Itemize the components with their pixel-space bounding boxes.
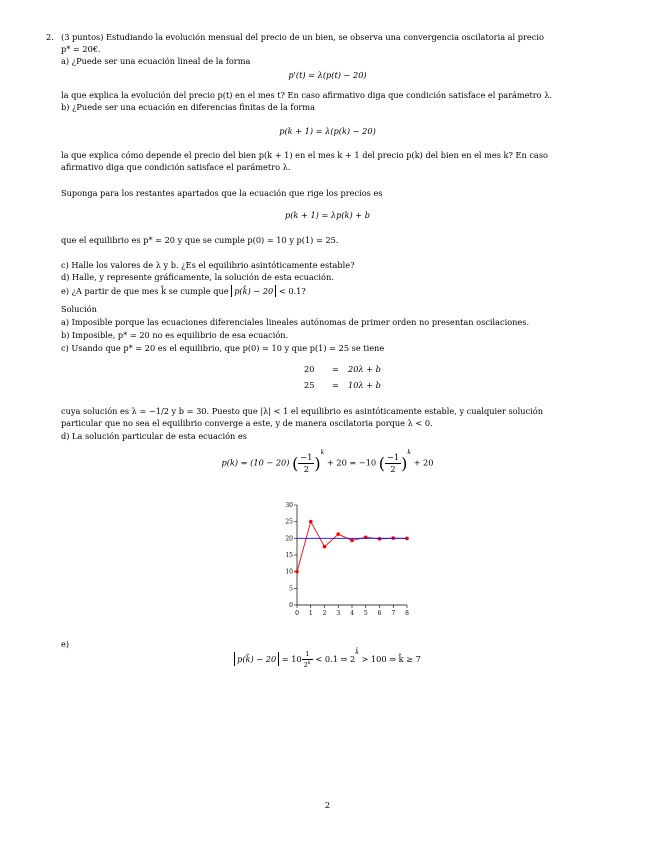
problem-intro-line-2: p* = 20€. bbox=[61, 44, 101, 54]
y-tick-label: 5 bbox=[289, 585, 293, 593]
data-point bbox=[378, 537, 382, 541]
equation-e-post2: > 100 ⇒ k̂ ≥ 7 bbox=[361, 653, 421, 664]
question-d: d) Halle, y represente gráficamente, la solución de esta ecuación. bbox=[61, 272, 334, 282]
equation-e-abs: p(k̂) − 20 bbox=[234, 652, 279, 666]
x-tick-label: 1 bbox=[308, 610, 313, 617]
y-tick-label: 10 bbox=[285, 568, 293, 576]
equation-e bbox=[0, 650, 655, 670]
solution-b: b) Imposible, p* = 20 no es equilibrio de esa ecuación. bbox=[61, 330, 289, 340]
equation-d bbox=[0, 448, 655, 475]
data-point bbox=[323, 545, 327, 549]
solution-d: d) La solución particular de esta ecuación es bbox=[61, 431, 247, 441]
question-c: c) Halle los valores de λ y b. ¿Es el equilibrio asintóticamente estable? bbox=[61, 260, 355, 270]
series-line-p bbox=[297, 522, 407, 572]
question-b-text-2: afirmativo diga que condición satisface el parámetro λ. bbox=[61, 162, 291, 172]
solution-chart bbox=[280, 498, 415, 624]
x-tick-label: 4 bbox=[350, 610, 354, 617]
paren-close-icon: ) bbox=[401, 453, 408, 473]
equation-d-right: + 20 bbox=[413, 457, 434, 468]
fraction-e-den-exp: k̂ bbox=[307, 659, 311, 666]
y-tick-label: 15 bbox=[285, 552, 293, 559]
system-2-left: 25 bbox=[304, 380, 315, 390]
equilibrium-text: que el equilibrio es p* = 20 y que se cumple p(0) = 10 y p(1) = 25. bbox=[61, 235, 339, 245]
x-tick-label: 6 bbox=[377, 610, 382, 617]
equation-a: p'(t) = λ(p(t) − 20) bbox=[288, 70, 367, 80]
equation-e-exp: k̂ bbox=[355, 649, 359, 657]
problem-number: 2. bbox=[46, 32, 54, 42]
exponent-2: k bbox=[407, 448, 411, 456]
problem-intro-line-1: (3 puntos) Estudiando la evolución mensual del precio de un bien, se observa una convergencia oscilatoria al precio bbox=[61, 32, 544, 42]
question-a-text: la que explica la evolución del precio p(t) en el mes t? En caso afirmativo diga que condición satisface el parámetro λ. bbox=[61, 90, 553, 100]
question-e-post: < 0.1? bbox=[278, 286, 306, 296]
fraction-e-num: 1 bbox=[302, 650, 313, 660]
solution-c-text-2: particular que no sea el equilibrio converge a este, y de manera oscilatoria porque λ < 0. bbox=[61, 418, 433, 428]
solution-e-label: e) bbox=[61, 639, 70, 649]
question-b-text-1: la que explica cómo depende el precio del bien p(k + 1) en el mes k + 1 del precio p(k) del bien en el mes k? En caso bbox=[61, 150, 548, 160]
fraction-1-num: −1 bbox=[298, 452, 314, 464]
equation-b: p(k + 1) = λ(p(k) − 20) bbox=[279, 126, 376, 136]
data-point bbox=[336, 532, 340, 536]
fraction-1-den: 2 bbox=[303, 464, 309, 475]
fraction-1 bbox=[298, 452, 314, 475]
equation-d-mid: + 20 = −10 bbox=[326, 457, 377, 468]
system-1-eq: = bbox=[332, 364, 339, 374]
system-2-eq: = bbox=[332, 380, 339, 390]
y-tick-label: 0 bbox=[289, 602, 293, 609]
paren-open-icon: ( bbox=[378, 453, 385, 473]
equation-e-post1: < 0.1 ⇒ 2 bbox=[315, 653, 356, 664]
y-tick-label: 25 bbox=[285, 518, 293, 526]
equation-e-pre: = 10 bbox=[281, 653, 302, 664]
x-tick-label: 8 bbox=[405, 610, 409, 617]
question-a-label: a) ¿Puede ser una ecuación lineal de la forma bbox=[61, 56, 251, 66]
solution-c: c) Usando que p* = 20 es el equilibrio, que p(0) = 10 y que p(1) = 25 se tiene bbox=[61, 343, 385, 353]
equation-system bbox=[290, 364, 410, 396]
data-point bbox=[295, 570, 299, 574]
system-row-2 bbox=[290, 380, 410, 396]
x-tick-label: 0 bbox=[295, 610, 299, 617]
x-tick-label: 5 bbox=[363, 610, 368, 617]
solution-heading: Solución bbox=[61, 304, 97, 314]
exponent-1: k bbox=[320, 448, 325, 456]
y-tick-label: 20 bbox=[285, 535, 293, 543]
fraction-2 bbox=[385, 452, 401, 475]
equation-d-left: p(k) = (10 − 20) bbox=[221, 457, 290, 468]
x-tick-label: 2 bbox=[322, 610, 327, 617]
x-tick-label: 3 bbox=[336, 610, 341, 617]
fraction-e-den-base: 2 bbox=[303, 660, 308, 669]
suppose-text: Suponga para los restantes apartados que la ecuación que rige los precios es bbox=[61, 188, 383, 198]
fraction-e bbox=[302, 650, 313, 670]
system-1-right: 20λ + b bbox=[348, 364, 381, 374]
equation-main: p(k + 1) = λp(k) + b bbox=[284, 210, 371, 220]
solution-a: a) Imposible porque las ecuaciones diferenciales lineales autónomas de primer orden no presentan oscilaciones. bbox=[61, 317, 530, 327]
data-point bbox=[309, 520, 313, 524]
x-tick-label: 7 bbox=[391, 610, 396, 617]
question-e bbox=[61, 286, 306, 297]
question-e-pre: e) ¿A partir de que mes k̂ se cumple que bbox=[61, 286, 229, 296]
solution-c-text-1: cuya solución es λ = −1/2 y b = 30. Puesto que |λ| < 1 el equilibrio es asintóticamente estable, y cualquier solución bbox=[61, 406, 543, 416]
data-point bbox=[350, 539, 354, 543]
y-tick-label: 30 bbox=[285, 502, 293, 509]
system-2-right: 10λ + b bbox=[348, 380, 381, 390]
question-b-label: b) ¿Puede ser una ecuación en diferencias finitas de la forma bbox=[61, 102, 315, 112]
system-row-1 bbox=[290, 364, 410, 380]
fraction-2-den: 2 bbox=[390, 464, 396, 475]
fraction-2-num: −1 bbox=[385, 452, 401, 464]
question-e-abs: p(k̂) − 20 bbox=[231, 285, 276, 297]
page-number: 2 bbox=[324, 800, 331, 810]
system-1-left: 20 bbox=[304, 364, 315, 374]
paren-close-icon: ) bbox=[314, 453, 321, 473]
paren-open-icon: ( bbox=[292, 453, 299, 473]
fraction-e-den bbox=[302, 660, 313, 670]
